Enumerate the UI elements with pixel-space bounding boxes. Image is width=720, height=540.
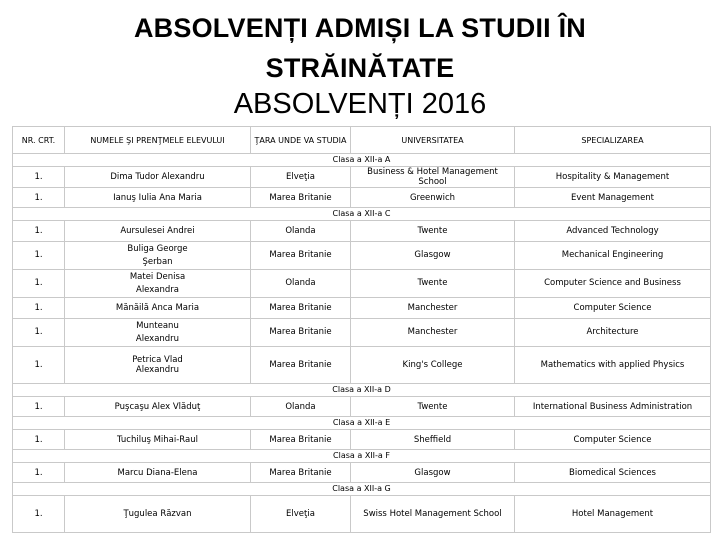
class-label: Clasa a XII-a F xyxy=(13,450,711,463)
cell-specialization: Event Management xyxy=(515,188,711,208)
graduates-table xyxy=(12,126,711,533)
cell-university: Twente xyxy=(351,221,515,242)
table-row xyxy=(13,397,711,417)
class-row xyxy=(13,154,711,167)
cell-name: Mănăilă Anca Maria xyxy=(65,298,251,319)
table-row xyxy=(13,270,711,298)
cell-nr: 1. xyxy=(13,221,65,242)
cell-country: Olanda xyxy=(251,270,351,298)
cell-university: Glasgow xyxy=(351,242,515,270)
class-label: Clasa a XII-a D xyxy=(13,384,711,397)
class-row xyxy=(13,450,711,463)
class-row xyxy=(13,417,711,430)
cell-specialization: Hotel Management xyxy=(515,496,711,533)
table-row xyxy=(13,242,711,270)
cell-nr: 1. xyxy=(13,270,65,298)
cell-specialization: Computer Science xyxy=(515,430,711,450)
cell-specialization: Computer Science and Business xyxy=(515,270,711,298)
cell-name: Tuchiluş Mihai-Raul xyxy=(65,430,251,450)
cell-university: Sheffield xyxy=(351,430,515,450)
table-row xyxy=(13,430,711,450)
header-country: ŢARA UNDE VA STUDIA xyxy=(251,127,351,154)
cell-name: Marcu Diana-Elena xyxy=(65,463,251,483)
cell-specialization: Mathematics with applied Physics xyxy=(515,347,711,384)
cell-country: Marea Britanie xyxy=(251,463,351,483)
cell-university: Business & Hotel Management School xyxy=(351,167,515,188)
table-row xyxy=(13,298,711,319)
cell-university: Greenwich xyxy=(351,188,515,208)
class-label: Clasa a XII-a A xyxy=(13,154,711,167)
cell-nr: 1. xyxy=(13,496,65,533)
cell-university: Swiss Hotel Management School xyxy=(351,496,515,533)
cell-specialization: Advanced Technology xyxy=(515,221,711,242)
cell-nr: 1. xyxy=(13,167,65,188)
cell-country: Marea Britanie xyxy=(251,298,351,319)
cell-country: Elveţia xyxy=(251,496,351,533)
cell-name: Petrica Vlad Alexandru xyxy=(65,347,251,384)
cell-country: Marea Britanie xyxy=(251,319,351,347)
cell-specialization: Hospitality & Management xyxy=(515,167,711,188)
table-row xyxy=(13,221,711,242)
page-subtitle: ABSOLVENȚI 2016 xyxy=(233,88,487,120)
cell-name: Ianuş Iulia Ana Maria xyxy=(65,188,251,208)
header-name: NUMELE ŞI PRENŢMELE ELEVULUI xyxy=(65,127,251,154)
cell-university: Manchester xyxy=(351,298,515,319)
table-row xyxy=(13,496,711,533)
cell-specialization: Architecture xyxy=(515,319,711,347)
class-row xyxy=(13,483,711,496)
cell-name: Dima Tudor Alexandru xyxy=(65,167,251,188)
cell-country: Elveţia xyxy=(251,167,351,188)
cell-name: Puşcaşu Alex Vlăduţ xyxy=(65,397,251,417)
cell-country: Olanda xyxy=(251,397,351,417)
cell-university: Twente xyxy=(351,270,515,298)
table-row xyxy=(13,319,711,347)
header-specialization: SPECIALIZAREA xyxy=(515,127,711,154)
cell-country: Olanda xyxy=(251,221,351,242)
cell-country: Marea Britanie xyxy=(251,188,351,208)
cell-university: King's College xyxy=(351,347,515,384)
cell-specialization: Biomedical Sciences xyxy=(515,463,711,483)
header-university: UNIVERSITATEA xyxy=(351,127,515,154)
table-row xyxy=(13,167,711,188)
cell-specialization: International Business Administration xyxy=(515,397,711,417)
cell-nr: 1. xyxy=(13,242,65,270)
class-row xyxy=(13,208,711,221)
cell-nr: 1. xyxy=(13,188,65,208)
cell-country: Marea Britanie xyxy=(251,347,351,384)
cell-nr: 1. xyxy=(13,319,65,347)
cell-nr: 1. xyxy=(13,430,65,450)
cell-nr: 1. xyxy=(13,347,65,384)
cell-university: Manchester xyxy=(351,319,515,347)
cell-university: Twente xyxy=(351,397,515,417)
cell-country: Marea Britanie xyxy=(251,242,351,270)
cell-specialization: Computer Science xyxy=(515,298,711,319)
cell-specialization: Mechanical Engineering xyxy=(515,242,711,270)
cell-university: Glasgow xyxy=(351,463,515,483)
cell-name: Matei Denisa Alexandra xyxy=(65,270,251,298)
class-label: Clasa a XII-a G xyxy=(13,483,711,496)
cell-nr: 1. xyxy=(13,298,65,319)
class-label: Clasa a XII-a C xyxy=(13,208,711,221)
cell-country: Marea Britanie xyxy=(251,430,351,450)
table-row xyxy=(13,188,711,208)
table-header-row xyxy=(13,127,711,154)
class-label: Clasa a XII-a E xyxy=(13,417,711,430)
page-title-line-1: ABSOLVENȚI ADMIȘI LA STUDII ÎN xyxy=(133,13,586,43)
cell-name: Ţugulea Răzvan xyxy=(65,496,251,533)
cell-name: Buliga George Şerban xyxy=(65,242,251,270)
page-title-line-2: STRĂINĂTATE xyxy=(265,53,455,83)
cell-nr: 1. xyxy=(13,397,65,417)
table-row xyxy=(13,463,711,483)
table-row xyxy=(13,347,711,384)
header-nr: NR. CRT. xyxy=(13,127,65,154)
cell-nr: 1. xyxy=(13,463,65,483)
cell-name: Munteanu Alexandru xyxy=(65,319,251,347)
cell-name: Aursulesei Andrei xyxy=(65,221,251,242)
class-row xyxy=(13,384,711,397)
